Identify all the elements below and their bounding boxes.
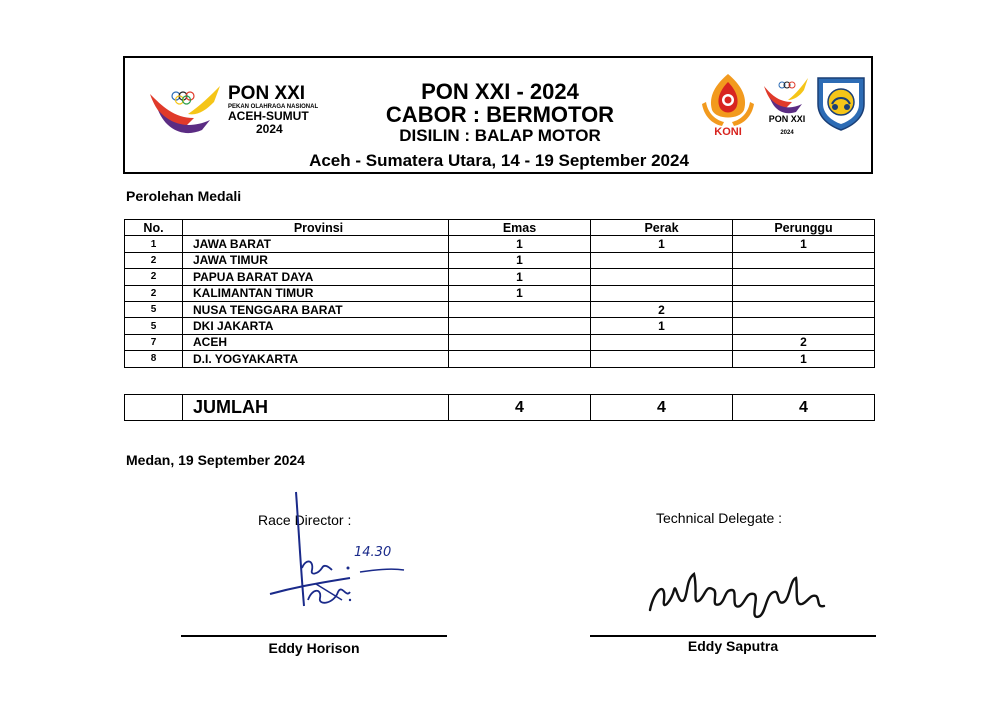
- cell-no: 1: [125, 236, 183, 252]
- total-row: [125, 395, 875, 421]
- cell-emas: 1: [449, 252, 591, 268]
- col-header-provinsi: Provinsi: [183, 220, 449, 236]
- col-header-perunggu: Perunggu: [733, 220, 875, 236]
- cell-emas: [449, 301, 591, 317]
- cell-perak: 1: [591, 236, 733, 252]
- cell-perunggu: 2: [733, 334, 875, 350]
- cell-perak: [591, 285, 733, 301]
- col-header-no: No.: [125, 220, 183, 236]
- medal-table: [124, 219, 875, 368]
- cell-no: 5: [125, 301, 183, 317]
- race-director-signature: [262, 488, 412, 618]
- document-title: PON XXI - 2024: [421, 79, 579, 104]
- table-row: [125, 334, 875, 350]
- col-header-emas: Emas: [449, 220, 591, 236]
- race-director-label: Race Director :: [258, 512, 352, 528]
- pon-xxi-logo: [148, 84, 228, 138]
- cell-provinsi: JAWA TIMUR: [183, 252, 449, 268]
- cabor-title: CABOR : BERMOTOR: [385, 102, 615, 127]
- cell-emas: 1: [449, 269, 591, 285]
- signature-line-right: [590, 635, 876, 637]
- pon-small-logo-year: 2024: [780, 130, 794, 136]
- cell-provinsi: JAWA BARAT: [183, 236, 449, 252]
- cell-perunggu: 1: [733, 351, 875, 367]
- total-perunggu: 4: [733, 395, 875, 421]
- total-table: [124, 394, 875, 421]
- cell-provinsi: PAPUA BARAT DAYA: [183, 269, 449, 285]
- col-header-perak: Perak: [591, 220, 733, 236]
- cell-perak: [591, 252, 733, 268]
- koni-logo: [698, 72, 758, 138]
- cell-perunggu: [733, 285, 875, 301]
- cell-emas: [449, 351, 591, 367]
- cell-no: 2: [125, 285, 183, 301]
- cell-no: 5: [125, 318, 183, 334]
- disiplin-title: DISILIN : BALAP MOTOR: [399, 126, 601, 145]
- pon-logo-region: ACEH-SUMUT: [228, 109, 309, 123]
- cell-emas: [449, 334, 591, 350]
- technical-delegate-label: Technical Delegate :: [656, 510, 783, 526]
- koni-logo-text: KONI: [714, 126, 742, 138]
- cell-perak: 1: [591, 318, 733, 334]
- table-row: [125, 351, 875, 367]
- signature-line-left: [181, 635, 447, 637]
- total-blank-cell: [125, 395, 183, 421]
- technical-delegate-name: Eddy Saputra: [687, 638, 779, 654]
- cell-emas: 1: [449, 236, 591, 252]
- table-header-row: [125, 220, 875, 236]
- cell-no: 2: [125, 252, 183, 268]
- cell-perunggu: 1: [733, 236, 875, 252]
- cell-emas: 1: [449, 285, 591, 301]
- race-director-name: Eddy Horison: [268, 640, 360, 656]
- cell-perak: 2: [591, 301, 733, 317]
- cell-perak: [591, 334, 733, 350]
- section-title: Perolehan Medali: [126, 188, 242, 204]
- technical-delegate-signature: [644, 560, 834, 630]
- signature-time-annotation: 14.30: [354, 545, 392, 560]
- cell-perunggu: [733, 301, 875, 317]
- cell-perak: [591, 351, 733, 367]
- total-label: JUMLAH: [183, 395, 449, 421]
- cell-perunggu: [733, 252, 875, 268]
- pon-small-logo-title: PON XXI: [768, 114, 806, 124]
- pon-logo-subtitle: PEKAN OLAHRAGA NASIONAL: [228, 104, 319, 110]
- cell-no: 8: [125, 351, 183, 367]
- pon-xxi-small-logo: [762, 76, 812, 138]
- cell-provinsi: KALIMANTAN TIMUR: [183, 285, 449, 301]
- cell-perunggu: [733, 269, 875, 285]
- location-dates: Aceh - Sumatera Utara, 14 - 19 September 2024: [309, 151, 689, 170]
- place-date: Medan, 19 September 2024: [126, 452, 305, 468]
- table-row: [125, 236, 875, 252]
- pon-logo-title: PON XXI: [228, 83, 306, 104]
- cell-provinsi: ACEH: [183, 334, 449, 350]
- federation-badge-logo: [814, 74, 868, 132]
- cell-no: 7: [125, 334, 183, 350]
- cell-provinsi: D.I. YOGYAKARTA: [183, 351, 449, 367]
- pon-logo-year: 2024: [256, 122, 283, 136]
- table-row: [125, 252, 875, 268]
- table-row: [125, 301, 875, 317]
- total-perak: 4: [591, 395, 733, 421]
- table-row: [125, 318, 875, 334]
- cell-perunggu: [733, 318, 875, 334]
- cell-emas: [449, 318, 591, 334]
- table-row: [125, 285, 875, 301]
- cell-provinsi: DKI JAKARTA: [183, 318, 449, 334]
- cell-perak: [591, 269, 733, 285]
- total-emas: 4: [449, 395, 591, 421]
- cell-provinsi: NUSA TENGGARA BARAT: [183, 301, 449, 317]
- table-row: [125, 269, 875, 285]
- cell-no: 2: [125, 269, 183, 285]
